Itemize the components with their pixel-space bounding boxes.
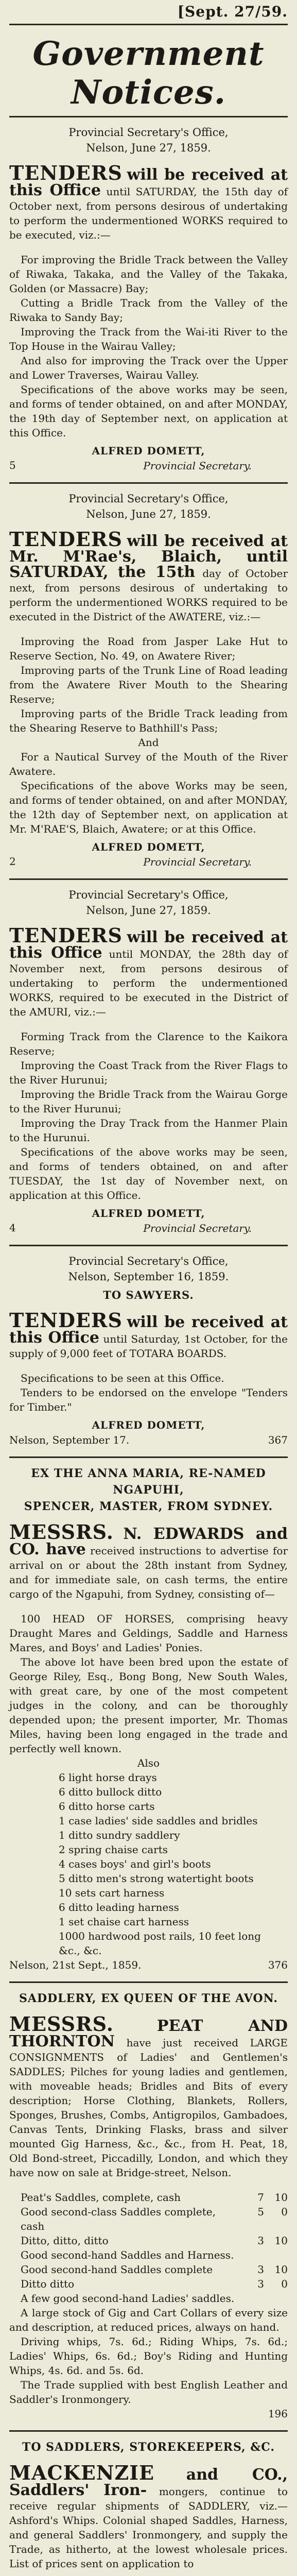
price-shillings: 10 (274, 2191, 288, 2204)
lead-paragraph (9, 161, 288, 242)
price-shillings: 10 (274, 2234, 288, 2247)
lead-word: MESSRS. (9, 1520, 114, 1544)
notice-sawyers (9, 1246, 288, 1456)
body-paragraph: Improving parts of the Trunk Line of Road leading from the Awatere River Mouth to the Shearing Reserve; (9, 664, 288, 705)
ad-edwards-horses (9, 1458, 288, 1981)
goods-list-item (9, 1828, 288, 1842)
price-pounds: 3 (257, 2278, 264, 2290)
lead-paragraph (9, 2461, 288, 2571)
body-paragraph: And (138, 736, 159, 749)
goods-item-label: 1 set chaise cart harness (59, 1916, 189, 1928)
lead-paragraph (9, 1520, 288, 1601)
price-row (9, 2233, 288, 2248)
goods-list-item (9, 1814, 288, 1828)
notice-wairau-tracks (9, 117, 288, 482)
goods-item-label: 5 ditto men's strong watertight boots (59, 1872, 254, 1885)
office-line: Provincial Secretary's Office, (68, 1255, 229, 1267)
signature-name: ALFRED DOMETT, (92, 1419, 205, 1431)
body-paragraph: Forming Track from the Clarence to the Kaikora Reserve; (9, 1030, 288, 1057)
goods-list (9, 1770, 288, 1958)
price-label: Peat's Saddles, complete, cash (21, 2191, 181, 2204)
signature-row (9, 2406, 288, 2421)
price-row (9, 2205, 288, 2233)
body-paragraph: The above lot have been bred upon the estate of George Riley, Esq., Bong Bong, New South Wales, with great care, by one of the most competent judges in the colony, and can be thoroughly depended upon; the present importer, Mr. Thomas Miles, having been long engaged in the trade and perfectly well known. (9, 1656, 288, 1755)
sub-heading: TO SAWYERS. (103, 1289, 194, 1301)
lead-word: TENDERS (9, 161, 123, 184)
goods-list-item (9, 1799, 288, 1814)
body-paragraph: Improving the Track from the Wai-iti River to the Top House in the Wairau Valley; (9, 326, 288, 352)
reference-number: 2 (9, 855, 16, 868)
signature-title: Provincial Secretary. (143, 1222, 252, 1234)
price-row (9, 2262, 288, 2277)
lead-word: TENDERS (9, 528, 123, 551)
ad-mackenzie (9, 2432, 288, 2576)
goods-item-label: 1 ditto sundry saddlery (59, 1829, 180, 1841)
ad-heading: EX THE ANNA MARIA, RE-NAMED NGAPUHI, (31, 1467, 266, 1497)
lead-rest: N. EDWARDS and CO. have (9, 1525, 288, 1558)
signature-row (9, 855, 288, 869)
lead-word: TENDERS (9, 924, 123, 947)
lead-rest: will be received at this Office (9, 928, 288, 962)
price-row (9, 2277, 288, 2291)
price-list (9, 2190, 288, 2291)
lead-paragraph (9, 1309, 288, 1361)
ad-heading: SADDLERY, EX QUEEN OF THE AVON. (19, 1992, 278, 2005)
reference-number: 5 (9, 459, 16, 471)
also-label: Also (137, 1757, 160, 1769)
office-date: Nelson, September 16, 1859. (68, 1270, 229, 1283)
lead-rest: will be received at Mr. M'Rae's, Blaich, until SATURDAY, the 15th (9, 532, 288, 581)
lead-rest: will be received at this Office (9, 166, 288, 199)
notice-amuri (9, 880, 288, 1245)
price-shillings (264, 2248, 288, 2262)
body-paragraph: Driving whips, 7s. 6d.; Riding Whips, 7s. 6d.; Ladies' Whips, 6s. 6d.; Boy's Riding and Hunting Whips, 4s. 6d. and 5s. 6d. (9, 2335, 288, 2377)
body-paragraph: Cutting a Bridle Track from the Valley of the Riwaka to Sandy Bay; (9, 297, 288, 324)
body-paragraph: 100 HEAD OF HORSES, comprising heavy Draught Mares and Geldings, Saddle and Harness Mares, and Boys' and Ladies' Ponies. (9, 1613, 288, 1654)
body-paragraph: For a Nautical Survey of the Mouth of the River Awatere. (9, 751, 288, 777)
signature-row (9, 1433, 288, 1447)
lead-paragraph (9, 528, 288, 624)
price-shillings: 0 (281, 2206, 288, 2218)
signature-date: Nelson, 21st Sept., 1859. (9, 1959, 142, 1971)
goods-list-item (9, 1785, 288, 1799)
price-label: Good second-class Saddles complete, cash (21, 2206, 216, 2232)
body-paragraph: A few good second-hand Ladies' saddles. (21, 2292, 235, 2304)
lead-rest: will be received at this Office (9, 1313, 288, 1347)
lead-word: MACKENZIE (9, 2461, 154, 2484)
page-header (9, 3, 288, 25)
body-paragraph: Improving the Road from Jasper Lake Hut to Reserve Section, No. 49, on Awatere River; (9, 635, 288, 662)
goods-item-label: 10 sets cart harness (59, 1887, 165, 1899)
goods-list-item (9, 1943, 288, 1958)
lead-rest: and CO., Saddlers' Iron- (9, 2466, 288, 2499)
body-paragraph: A large stock of Gig and Cart Collars of every size and description, at reduced prices, always on hand. (9, 2307, 288, 2333)
body-paragraph: Specifications of the above Works may be seen, and forms of tender obtained, on and after MONDAY, the 12th day of September next, on application at Mr. M'RAE'S, Blaich, Awatere; or at this Office. (9, 779, 288, 835)
signature-title: Provincial Secretary. (143, 856, 252, 868)
lead-rest: PEAT AND THORNTON (9, 2017, 288, 2050)
price-label: Ditto ditto (21, 2278, 75, 2290)
signature-name: ALFRED DOMETT, (92, 841, 205, 853)
reference-number: 376 (268, 1959, 288, 1971)
body-paragraph: The Trade supplied with best English Leather and Saddler's Ironmongery. (9, 2379, 288, 2405)
header-date: [Sept. 27/59. (177, 3, 288, 20)
price-pounds: 3 (257, 2263, 264, 2276)
price-shillings: 10 (274, 2263, 288, 2276)
signature-row (9, 459, 288, 473)
price-pounds: 5 (257, 2206, 264, 2218)
office-date: Nelson, June 27, 1859. (86, 904, 211, 917)
signature-row (9, 1221, 288, 1235)
lead-text: mongers, continue to receive regular shipments of SADDLERY, viz.—Ashford's Whips. Colonial shaped Saddles, Harness, and general Saddlers' Ironmongery, and supply the Trade, as hitherto, at the lowest wholesale prices. List of prices sent on application to (9, 2485, 288, 2570)
lead-paragraph (9, 2012, 288, 2180)
price-label: Ditto, ditto, ditto (21, 2234, 109, 2247)
goods-list-item (9, 1914, 288, 1929)
body-paragraph: Specifications of the above works may be seen, and forms of tender obtained, on and after MONDAY, the 19th day of September next, on application at this Office. (9, 383, 288, 439)
price-row (9, 2248, 288, 2262)
lead-word: MESSRS. (9, 2012, 114, 2036)
price-pounds: 3 (257, 2234, 264, 2247)
body-paragraph: And also for improving the Track over the Upper and Lower Traverses, Wairau Valley. (9, 354, 288, 381)
reference-number: 367 (268, 1434, 288, 1446)
goods-item-label: 1000 hardwood post rails, 10 feet long (59, 1930, 261, 1942)
goods-item-label: 6 ditto bullock ditto (59, 1786, 162, 1798)
reference-number: 196 (268, 2408, 288, 2420)
body-paragraph: For improving the Bridle Track between the Valley of Riwaka, Takaka, and the Valley of the Takaka, Golden (or Massacre) Bay; (9, 253, 288, 295)
office-line: Provincial Secretary's Office, (68, 126, 229, 139)
notice-awatere (9, 484, 288, 878)
ad-subheading: SPENCER, MASTER, FROM SYDNEY. (24, 1500, 273, 1513)
reference-number: 4 (9, 1222, 16, 1234)
body-paragraph: Tenders to be endorsed on the envelope "Tenders for Timber." (9, 1386, 288, 1413)
body-paragraph: Specifications to be seen at this Office. (21, 1372, 224, 1384)
ad-peat-thornton (9, 1983, 288, 2430)
goods-list-item (9, 1929, 288, 1943)
price-shillings: 0 (281, 2278, 288, 2290)
goods-list-item (9, 1886, 288, 1900)
body-paragraph: Improving the Bridle Track from the Wairau Gorge to the River Hurunui; (9, 1088, 288, 1115)
office-date: Nelson, June 27, 1859. (86, 508, 211, 520)
signature-row (9, 1958, 288, 1972)
lead-text: have just received LARGE CONSIGNMENTS of Ladies' and Gentlemen's SADDLES; Pilches for young ladies and gentlemen, with moveable heads; Bridles and Bits of every description; Horse Clothing, Blankets, Rollers, Sponges, Brushes, Combs, Antigropilos, Gambadoes, Canvas Tents, Drinking Flasks, brass and silver mounted Gig Harness, &c., &c., from H. Peat, 18, Old Bond-street, Piccadilly, London, and which they have now on sale at Bridge-street, Nelson. (9, 2037, 288, 2179)
signature-name: ALFRED DOMETT, (92, 1207, 205, 1219)
goods-item-label: 1 case ladies' side saddles and bridles (59, 1815, 258, 1827)
goods-list-item (9, 1770, 288, 1785)
goods-item-label: 6 ditto horse carts (59, 1800, 155, 1812)
lead-paragraph (9, 924, 288, 1019)
body-paragraph: Improving parts of the Bridle Track leading from the Shearing Reserve to Bathhill's Pass; (9, 707, 288, 734)
goods-item-label: 6 light horse drays (59, 1771, 157, 1784)
goods-item-label: 4 cases boys' and girl's boots (59, 1858, 211, 1870)
price-row (9, 2190, 288, 2205)
office-date: Nelson, June 27, 1859. (86, 142, 211, 154)
goods-item-label: 6 ditto leading harness (59, 1901, 179, 1913)
goods-list-item (9, 1900, 288, 1914)
office-line: Provincial Secretary's Office, (68, 493, 229, 505)
lead-word: TENDERS (9, 1309, 123, 1332)
lead-text: until SATURDAY, the 15th day of October next, from persons desirous of undertaking to perform the undermentioned WORKS required to be executed, viz.:— (9, 185, 288, 241)
price-pounds: 7 (257, 2191, 264, 2204)
body-paragraph: Improving the Coast Track from the River Flags to the River Hurunui; (9, 1059, 288, 1086)
price-pounds (240, 2248, 264, 2262)
section-title: Government Notices. (32, 35, 265, 112)
body-paragraph: Specifications of the above works may be seen, and forms of tenders obtained, on and after TUESDAY, the 1st day of November next, on application at this Office. (9, 1146, 288, 1201)
lead-text: until MONDAY, the 28th day of November next, from persons desirous of undertaking to perform the undermentioned WORKS, required to be executed in the District of the AMURI, viz.:— (9, 948, 288, 1018)
goods-list-item (9, 1857, 288, 1871)
lead-text: until Saturday, 1st October, for the supply of 9,000 feet of TOTARA BOARDS. (9, 1333, 288, 1360)
lead-text: day of October next, from persons desirous of undertaking to perform the undermentioned WORKS required to be executed in the District of the AWATERE, viz.:— (9, 567, 288, 623)
signature-name: ALFRED DOMETT, (92, 445, 205, 457)
goods-list-item (9, 1842, 288, 1857)
signature-date: Nelson, September 17. (9, 1434, 130, 1446)
price-label: Good second-hand Saddles and Harness. (21, 2249, 234, 2261)
signature-title: Provincial Secretary. (143, 460, 252, 472)
ad-heading: TO SADDLERS, STOREKEEPERS, &C. (22, 2441, 275, 2454)
goods-item-label: 2 spring chaise carts (59, 1843, 168, 1856)
price-label: Good second-hand Saddles complete (21, 2263, 213, 2276)
lead-text: received instructions to advertise for arrival on or about the 28th instant from Sydney, and for immediate sale, on cash terms, the entire cargo of the Ngapuhi, from Sydney, consisting of— (9, 1545, 288, 1600)
goods-list-item (9, 1871, 288, 1886)
body-paragraph: Improving the Dray Track from the Hanmer Plain to the Hurunui. (9, 1117, 288, 1144)
goods-item-label: &c., &c. (59, 1944, 102, 1957)
office-line: Provincial Secretary's Office, (68, 889, 229, 901)
